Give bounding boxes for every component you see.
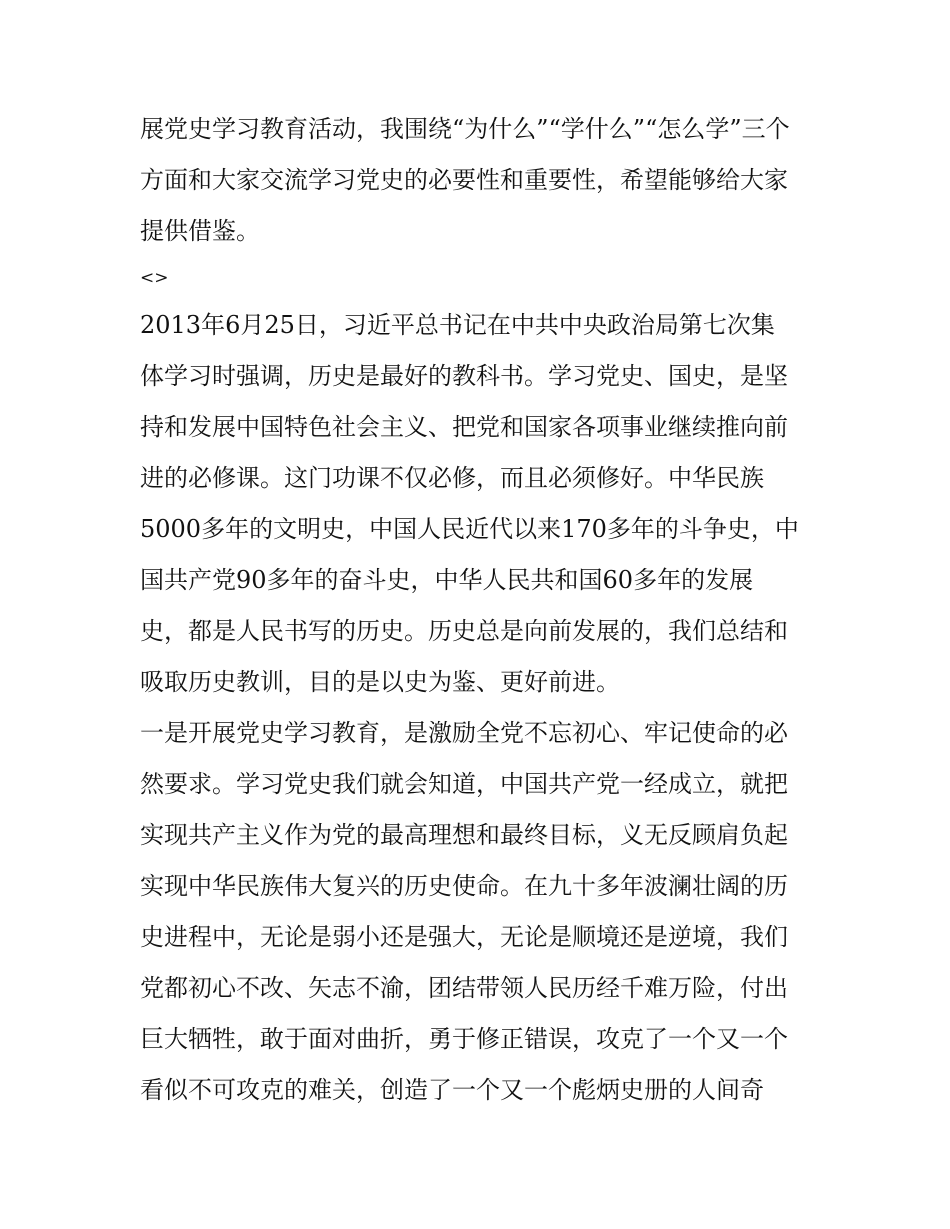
- text-line: 巨大牺牲，敢于面对曲折，勇于修正错误，攻克了一个又一个: [140, 1025, 788, 1053]
- text-line: 吸取历史教训，目的是以史为鉴、更好前进。: [140, 668, 620, 696]
- text-line: 然要求。学习党史我们就会知道，中国共产党一经成立，就把: [140, 770, 788, 798]
- text-line: 国共产党90多年的奋斗史，中华人民共和国60多年的发展: [140, 566, 754, 594]
- text-line: 展党史学习教育活动，我围绕“为什么”“学什么”“怎么学”三个: [140, 115, 790, 143]
- text-line: 实现共产主义作为党的最高理想和最终目标，义无反顾肩负起: [140, 821, 788, 849]
- text-line: 提供借鉴。: [140, 217, 260, 245]
- text-line: 体学习时强调，历史是最好的教科书。学习党史、国史，是坚: [140, 362, 788, 390]
- text-line: 2013年6月25日，习近平总书记在中共中央政治局第七次集: [140, 311, 775, 339]
- text-line: 持和发展中国特色社会主义、把党和国家各项事业继续推向前: [140, 413, 788, 441]
- text-line: 党都初心不改、矢志不渝，团结带领人民历经千难万险，付出: [140, 974, 788, 1002]
- text-line: 史进程中，无论是弱小还是强大，无论是顺境还是逆境，我们: [140, 923, 788, 951]
- intro-paragraph: [140, 104, 820, 257]
- text-line: 实现中华民族伟大复兴的历史使命。在九十多年波澜壮阔的历: [140, 872, 788, 900]
- document-body: [140, 104, 820, 1116]
- text-line: 看似不可攻克的难关，创造了一个又一个彪炳史册的人间奇: [140, 1076, 764, 1104]
- text-line: 5000多年的文明史，中国人民近代以来170多年的斗争史，中: [140, 515, 799, 543]
- text-line: 进的必修课。这门功课不仅必修，而且必须修好。中华民族: [140, 464, 764, 492]
- paragraph-point-one: [140, 708, 820, 1116]
- text-line: 史，都是人民书写的历史。历史总是向前发展的，我们总结和: [140, 617, 788, 645]
- paragraph-history-textbook: [140, 300, 820, 708]
- text-line: 一是开展党史学习教育，是激励全党不忘初心、牢记使命的必: [140, 719, 788, 747]
- section-marker: <>: [140, 268, 169, 288]
- text-line: 方面和大家交流学习党史的必要性和重要性，希望能够给大家: [140, 166, 788, 194]
